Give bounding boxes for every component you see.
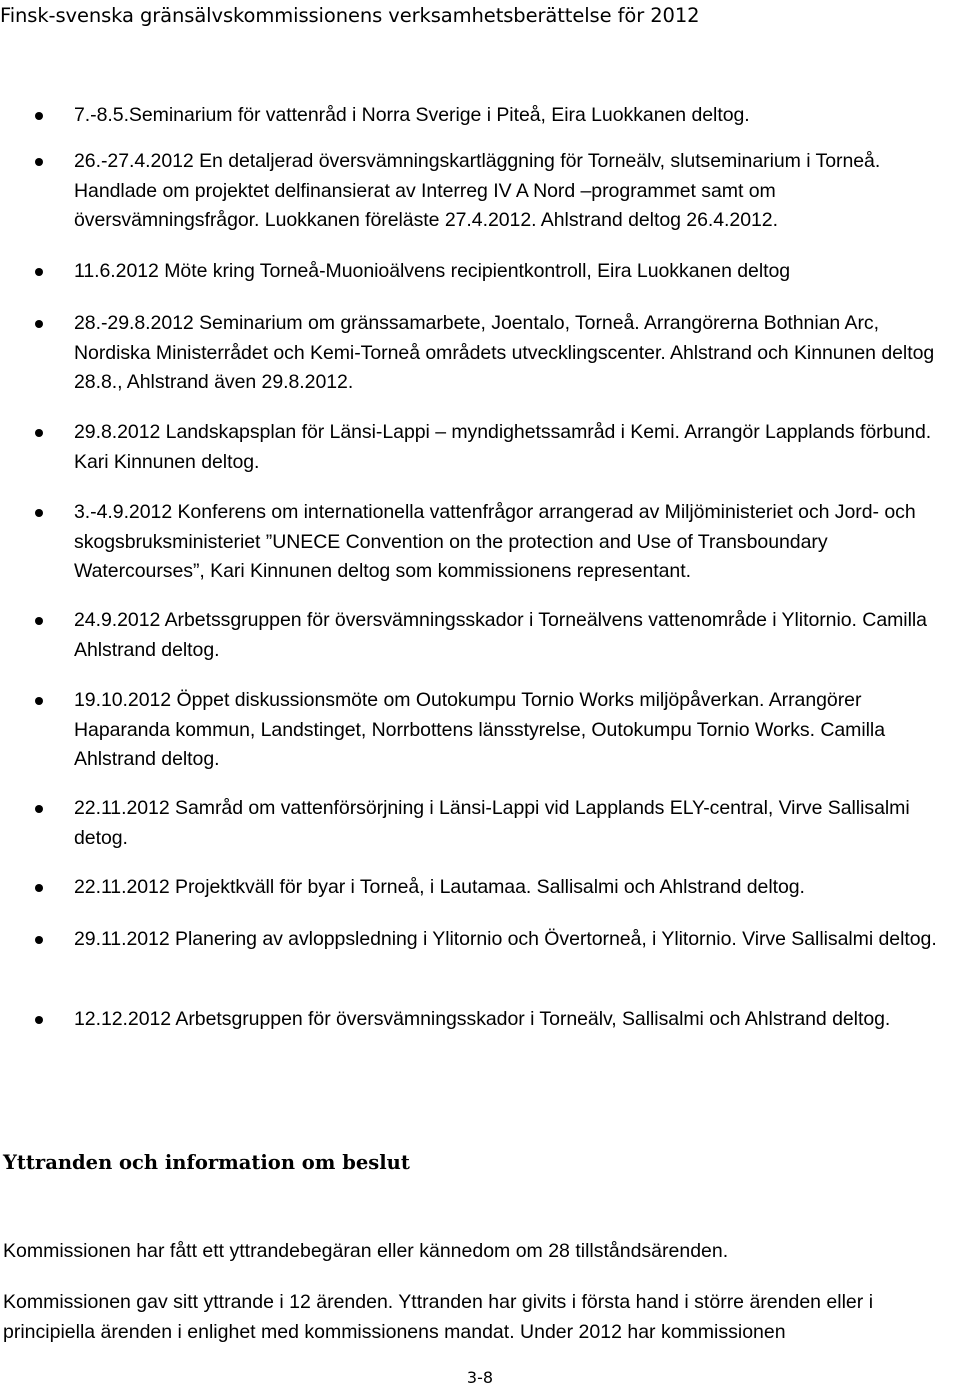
event-text: 3.-4.9.2012 Konferens om internationella vattenfrågor arrangerad av Miljöministeriet och Jord- och skogsbruksministeriet ”UNECE Convention on the protection and Use of Transboundary Watercourses”, Kari Kinnunen deltog som kommissionens representant. [74, 501, 916, 582]
bullet-icon [35, 268, 43, 276]
page-number: 3-8 [466, 1368, 494, 1387]
bullet-icon [35, 158, 43, 166]
event-text: 12.12.2012 Arbetsgruppen för översvämningsskador i Torneälv, Sallisalmi och Ahlstrand deltog. [74, 1008, 891, 1030]
bullet-icon [35, 617, 43, 625]
bullet-icon [35, 805, 43, 813]
event-text: 29.8.2012 Landskapsplan för Länsi-Lappi – myndighetssamråd i Kemi. Arrangör Lapplands förbund. Kari Kinnunen deltog. [74, 421, 932, 473]
event-text: 11.6.2012 Möte kring Torneå-Muonioälvens recipientkontroll, Eira Luokkanen deltog [74, 260, 791, 282]
bullet-icon [35, 884, 43, 892]
event-text: 24.9.2012 Arbetssgruppen för översvämningsskador i Torneälvens vattenområde i Ylitornio. Camilla Ahlstrand deltog. [74, 609, 927, 661]
bullet-icon [35, 697, 43, 705]
bullet-icon [35, 936, 43, 944]
event-text: 19.10.2012 Öppet diskussionsmöte om Outokumpu Tornio Works miljöpåverkan. Arrangörer Haparanda kommun, Landstinget, Norrbottens länsstyrelse, Outokumpu Tornio Works. Camilla Ahlstrand deltog. [74, 689, 886, 770]
event-text: 26.-27.4.2012 En detaljerad översvämningskartläggning för Torneälv, slutseminarium i Torneå. Handlade om projektet delfinansierat av Interreg IV A Nord –programmet samt om översvämningsfrågor. Luokkanen föreläste 27.4.2012. Ahlstrand deltog 26.4.2012. [74, 150, 881, 231]
running-header: Finsk-svenska gränsälvskommissionens verksamhetsberättelse för 2012 [0, 4, 700, 27]
paragraph: Kommissionen har fått ett yttrandebegäran eller kännedom om 28 tillståndsärenden. [3, 1240, 729, 1262]
event-text: 22.11.2012 Samråd om vattenförsörjning i Länsi-Lappi vid Lapplands ELY-central, Virve Sallisalmi detog. [74, 797, 910, 849]
event-text: 29.11.2012 Planering av avloppsledning i Ylitornio och Övertorneå, i Ylitornio. Virve Sallisalmi deltog. [74, 928, 937, 950]
event-text: 7.-8.5.Seminarium för vattenråd i Norra Sverige i Piteå, Eira Luokkanen deltog. [74, 104, 750, 126]
section-heading: Yttranden och information om beslut [3, 1151, 410, 1174]
bullet-icon [35, 320, 43, 328]
event-text: 22.11.2012 Projektkväll för byar i Torneå, i Lautamaa. Sallisalmi och Ahlstrand deltog. [74, 876, 805, 898]
event-text: 28.-29.8.2012 Seminarium om gränssamarbete, Joentalo, Torneå. Arrangörerna Bothnian Arc, Nordiska Ministerrådet och Kemi-Torneå områdets utvecklingscenter. Ahlstrand och Kinnunen deltog 28.8., Ahlstrand även 29.8.2012. [74, 312, 935, 393]
bullet-icon [35, 1016, 43, 1024]
bullet-icon [35, 509, 43, 517]
paragraph: Kommissionen gav sitt yttrande i 12 ärenden. Yttranden har givits i första hand i större ärenden eller i principiella ärenden i enlighet med kommissionens mandat. Under 2012 har kommissionen [3, 1291, 874, 1343]
bullet-icon [35, 112, 43, 120]
bullet-icon [35, 429, 43, 437]
